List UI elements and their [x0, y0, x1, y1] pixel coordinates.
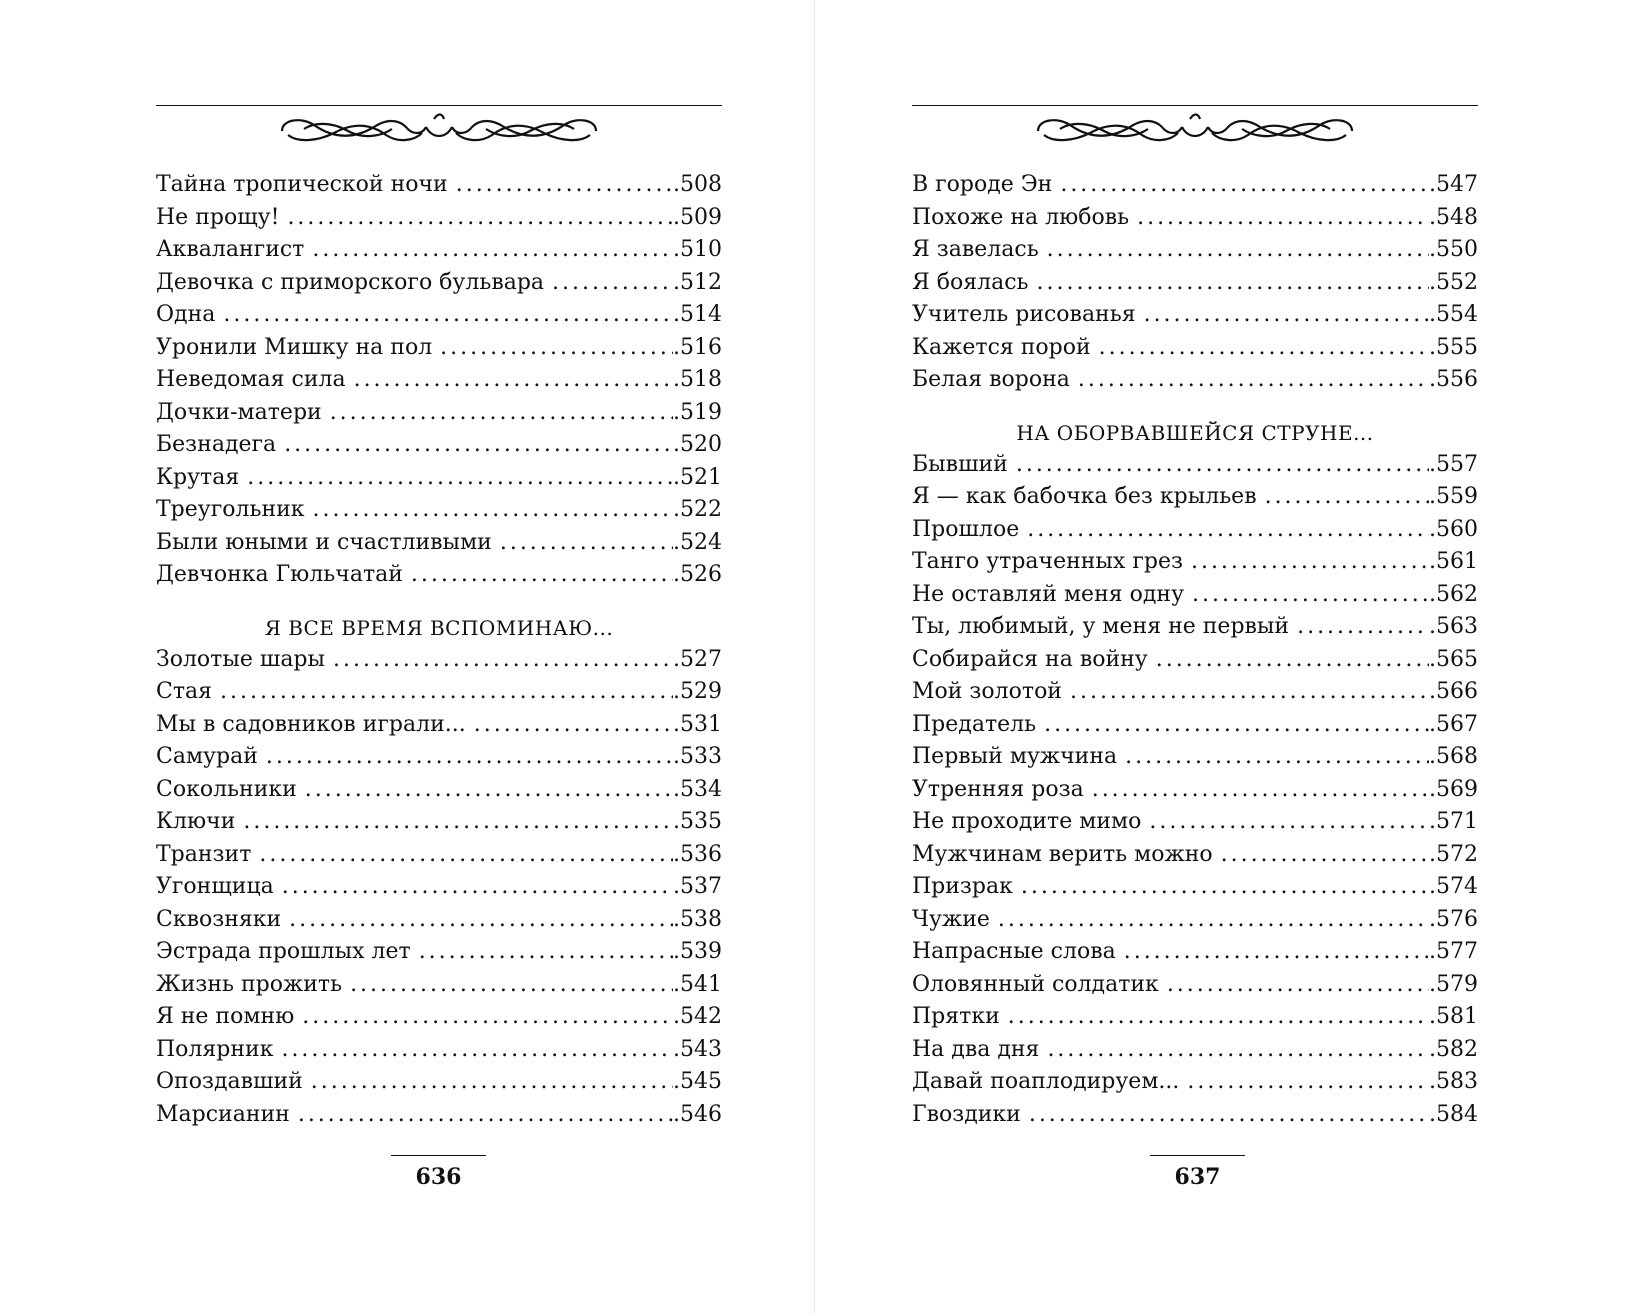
toc-entry — [156, 462, 722, 495]
toc-entry-page: .526 — [673, 562, 722, 587]
dot-leader — [313, 494, 673, 527]
toc-entry-title: Марсианин — [156, 1101, 290, 1127]
toc-entry-title: Жизнь прожить — [156, 971, 343, 997]
toc-entry — [156, 644, 722, 677]
toc-entry-page: .554 — [1429, 302, 1478, 327]
toc-entry-page: .522 — [673, 497, 722, 522]
toc-entry-title: Мужчинам верить можно — [912, 841, 1213, 867]
dot-leader — [1137, 202, 1429, 235]
toc-entry — [156, 969, 722, 1002]
dot-leader — [1156, 644, 1429, 677]
section-heading: НА ОБОРВАВШЕЙСЯ СТРУНЕ... — [1016, 420, 1374, 445]
footer-rule — [391, 1155, 486, 1156]
toc-entry-title: Самурай — [156, 744, 258, 769]
page-footer — [391, 1155, 486, 1190]
toc-entry-title: Эстрада прошлых лет — [156, 939, 411, 964]
toc-entry-title: Мы в садовников играли... — [156, 711, 466, 737]
dot-leader — [552, 267, 673, 300]
toc-entry-title: Оловянный солдатик — [912, 971, 1159, 997]
dot-leader — [1167, 969, 1429, 1002]
toc-entry-title: Призрак — [912, 874, 1013, 899]
dot-leader — [243, 806, 673, 839]
toc-entry-page: .555 — [1429, 334, 1478, 360]
toc-entry — [912, 676, 1478, 709]
toc-entry-title: Крутая — [156, 464, 240, 490]
toc-entry-title: Предатель — [912, 711, 1037, 737]
toc-entry — [912, 169, 1478, 202]
toc-entry — [912, 644, 1478, 677]
toc-entry — [156, 871, 722, 904]
toc-entry-page: .572 — [1429, 841, 1478, 867]
toc-entry-title: Одна — [156, 302, 216, 327]
toc-entry — [156, 774, 722, 807]
toc-entry-page: .521 — [673, 464, 722, 490]
toc-entry — [156, 904, 722, 937]
toc-entry — [912, 234, 1478, 267]
dot-leader — [333, 644, 673, 677]
footer-rule — [1150, 1155, 1245, 1156]
toc-entry-title: Давай поаплодируем... — [912, 1069, 1180, 1094]
toc-entry-page: .565 — [1429, 646, 1478, 672]
toc-entry-page: .584 — [1429, 1101, 1478, 1127]
toc-entry-title: Собирайся на войну — [912, 646, 1148, 672]
toc-entry-page: .576 — [1429, 906, 1478, 932]
toc-entry-page: .566 — [1429, 679, 1478, 704]
right-page — [815, 0, 1629, 1314]
toc-entry — [156, 709, 722, 742]
page-number: 637 — [1174, 1164, 1221, 1190]
toc-entry-title: Бывший — [912, 451, 1008, 477]
toc-entry-title: Сквозняки — [156, 906, 282, 932]
toc-entry-page: .547 — [1429, 172, 1478, 197]
toc-entry-page: .563 — [1429, 614, 1478, 639]
dot-leader — [456, 169, 673, 202]
toc-entry — [912, 267, 1478, 300]
toc-entry-page: .577 — [1429, 939, 1478, 964]
dot-leader — [1192, 579, 1429, 612]
toc-list — [912, 169, 1478, 397]
toc-entry-page: .541 — [673, 971, 722, 997]
toc-entry — [912, 332, 1478, 365]
toc-entry-title: Не оставляй меня одну — [912, 581, 1185, 607]
toc-entry-page: .543 — [673, 1036, 722, 1062]
toc-entry-page: .561 — [1429, 549, 1478, 574]
toc-entry-title: Транзит — [156, 841, 252, 867]
toc-entry-page: .531 — [673, 711, 722, 737]
toc-entry — [912, 1034, 1478, 1067]
dot-leader — [1265, 481, 1429, 514]
toc-entry — [156, 1099, 722, 1132]
page-footer — [1150, 1155, 1245, 1190]
toc-list — [156, 644, 722, 1132]
dot-leader — [266, 741, 673, 774]
dot-leader — [440, 332, 673, 365]
toc-entry — [156, 332, 722, 365]
toc-entry-page: .557 — [1429, 451, 1478, 477]
toc-entry-title: Я завелась — [912, 237, 1039, 262]
dot-leader — [281, 1034, 673, 1067]
toc-entry-title: Ты, любимый, у меня не первый — [912, 614, 1290, 639]
toc-entry — [156, 267, 722, 300]
toc-entry-page: .520 — [673, 432, 722, 457]
toc-entry-page: .560 — [1429, 516, 1478, 542]
dot-leader — [1191, 546, 1429, 579]
dot-leader — [298, 1099, 673, 1132]
toc-entry-title: Кажется порой — [912, 334, 1091, 360]
toc-entry-page: .552 — [1429, 269, 1478, 295]
toc-entry-page: .527 — [673, 646, 722, 672]
dot-leader — [1297, 611, 1429, 644]
dot-leader — [1070, 676, 1429, 709]
toc-entry — [912, 871, 1478, 904]
toc-entry-page: .512 — [673, 269, 722, 295]
dot-leader — [259, 839, 673, 872]
toc-entry-page: .583 — [1429, 1069, 1478, 1094]
toc-entry — [156, 527, 722, 560]
dot-leader — [1047, 234, 1429, 267]
toc-entry-page: .546 — [673, 1101, 722, 1127]
toc-entry-page: .542 — [673, 1004, 722, 1029]
toc-entry — [156, 806, 722, 839]
toc-entry — [156, 1001, 722, 1034]
toc-entry-title: Сокольники — [156, 776, 297, 802]
toc-entry-page: .516 — [673, 334, 722, 360]
dot-leader — [1016, 449, 1429, 482]
toc-entry — [912, 514, 1478, 547]
toc-entry — [156, 936, 722, 969]
toc-entry-title: Гвоздики — [912, 1101, 1021, 1127]
dot-leader — [1029, 1099, 1429, 1132]
toc-entry-title: Полярник — [156, 1036, 274, 1062]
dot-leader — [1078, 364, 1429, 397]
toc-entry-title: На два дня — [912, 1036, 1040, 1062]
toc-entry-page: .579 — [1429, 971, 1478, 997]
toc-entry-page: .538 — [673, 906, 722, 932]
left-page-content — [156, 105, 722, 1131]
dot-leader — [1099, 332, 1429, 365]
toc-entry-title: Угонщица — [156, 874, 274, 899]
flourish-ornament-icon — [1030, 109, 1360, 151]
dot-leader — [1124, 936, 1429, 969]
toc-entry — [912, 611, 1478, 644]
toc-entry-page: .569 — [1429, 776, 1478, 802]
dot-leader — [411, 559, 673, 592]
toc-entry-page: .568 — [1429, 744, 1478, 769]
toc-entry — [156, 494, 722, 527]
toc-entry — [912, 299, 1478, 332]
toc-entry — [912, 774, 1478, 807]
dot-leader — [1037, 267, 1429, 300]
toc-entry — [156, 397, 722, 430]
toc-entry — [912, 741, 1478, 774]
dot-leader — [1027, 514, 1429, 547]
toc-list — [912, 449, 1478, 1132]
dot-leader — [998, 904, 1429, 937]
toc-entry — [912, 839, 1478, 872]
toc-entry-page: .508 — [673, 172, 722, 197]
dot-leader — [354, 364, 673, 397]
toc-entry — [156, 234, 722, 267]
toc-entry-page: .559 — [1429, 484, 1478, 509]
toc-entry-title: Неведомая сила — [156, 367, 346, 392]
dot-leader — [311, 1066, 673, 1099]
toc-list — [156, 169, 722, 592]
dot-leader — [302, 1001, 673, 1034]
dot-leader — [312, 234, 673, 267]
toc-entry — [156, 429, 722, 462]
toc-entry-page: .550 — [1429, 237, 1478, 262]
toc-entry-title: Напрасные слова — [912, 939, 1116, 964]
toc-entry-title: Мой золотой — [912, 679, 1062, 704]
toc-entry — [912, 936, 1478, 969]
dot-leader — [247, 462, 673, 495]
toc-entry-title: Не проходите мимо — [912, 809, 1142, 834]
toc-entry-page: .510 — [673, 237, 722, 262]
toc-entry — [912, 1099, 1478, 1132]
right-page-content — [912, 105, 1478, 1131]
toc-entry-page: .518 — [673, 367, 722, 392]
dot-leader — [1047, 1034, 1429, 1067]
header-rule — [912, 105, 1478, 106]
toc-entry — [912, 1066, 1478, 1099]
flourish-ornament-icon — [274, 109, 604, 151]
toc-entry — [912, 709, 1478, 742]
toc-entry-title: Утренняя роза — [912, 776, 1084, 802]
toc-entry — [912, 1001, 1478, 1034]
dot-leader — [330, 397, 673, 430]
toc-entry — [156, 1034, 722, 1067]
toc-entry-title: В городе Эн — [912, 172, 1053, 197]
toc-entry — [156, 741, 722, 774]
toc-entry — [156, 202, 722, 235]
toc-entry-title: Я — как бабочка без крыльев — [912, 484, 1257, 509]
dot-leader — [282, 871, 673, 904]
toc-entry-title: Ключи — [156, 809, 236, 834]
toc-entry-title: Прошлое — [912, 516, 1020, 542]
dot-leader — [1060, 169, 1429, 202]
toc-entry-page: .556 — [1429, 367, 1478, 392]
toc-entry-page: .548 — [1429, 204, 1478, 230]
toc-entry-title: Аквалангист — [156, 237, 305, 262]
page-number: 636 — [415, 1164, 462, 1190]
toc-entry — [912, 481, 1478, 514]
toc-entry-title: Дочки-матери — [156, 399, 322, 425]
toc-entry-page: .571 — [1429, 809, 1478, 834]
toc-entry-page: .562 — [1429, 581, 1478, 607]
toc-entry — [912, 579, 1478, 612]
toc-entry-page: .581 — [1429, 1004, 1478, 1029]
dot-leader — [305, 774, 673, 807]
dot-leader — [1008, 1001, 1429, 1034]
toc-entry-title: Белая ворона — [912, 367, 1070, 392]
toc-entry — [912, 449, 1478, 482]
toc-entry-page: .574 — [1429, 874, 1478, 899]
dot-leader — [500, 527, 673, 560]
toc-entry-title: Безнадега — [156, 432, 277, 457]
dot-leader — [1125, 741, 1429, 774]
toc-entry — [912, 806, 1478, 839]
toc-entry-title: Стая — [156, 679, 212, 704]
toc-entry-page: .509 — [673, 204, 722, 230]
toc-entry-title: Похоже на любовь — [912, 204, 1130, 230]
toc-entry-page: .537 — [673, 874, 722, 899]
dot-leader — [1144, 299, 1429, 332]
toc-entry — [912, 364, 1478, 397]
dot-leader — [1187, 1066, 1429, 1099]
toc-entry — [912, 202, 1478, 235]
dot-leader — [350, 969, 673, 1002]
toc-entry-page: .582 — [1429, 1036, 1478, 1062]
dot-leader — [1021, 871, 1429, 904]
toc-entry — [156, 1066, 722, 1099]
toc-entry — [156, 559, 722, 592]
toc-entry-page: .545 — [673, 1069, 722, 1094]
toc-entry-page: .529 — [673, 679, 722, 704]
toc-entry-title: Опоздавший — [156, 1069, 303, 1094]
dot-leader — [289, 904, 673, 937]
header-rule — [156, 105, 722, 106]
toc-entry-page: .539 — [673, 939, 722, 964]
toc-entry — [912, 969, 1478, 1002]
toc-entry-title: Были юными и счастливыми — [156, 529, 492, 555]
dot-leader — [419, 936, 673, 969]
dot-leader — [223, 299, 673, 332]
toc-entry-page: .524 — [673, 529, 722, 555]
toc-entry-title: Учитель рисованья — [912, 302, 1136, 327]
dot-leader — [284, 429, 673, 462]
dot-leader — [1092, 774, 1429, 807]
toc-entry-page: .534 — [673, 776, 722, 802]
toc-entry — [912, 904, 1478, 937]
toc-entry-title: Не прощу! — [156, 204, 280, 230]
toc-entry — [156, 839, 722, 872]
dot-leader — [474, 709, 673, 742]
dot-leader — [1149, 806, 1429, 839]
dot-leader — [220, 676, 673, 709]
toc-entry-title: Уронили Мишку на пол — [156, 334, 433, 360]
toc-entry — [156, 364, 722, 397]
toc-entry-title: Прятки — [912, 1004, 1000, 1029]
toc-entry — [912, 546, 1478, 579]
toc-entry-title: Танго утраченных грез — [912, 549, 1183, 574]
toc-entry-page: .533 — [673, 744, 722, 769]
toc-entry-title: Девочка с приморского бульвара — [156, 269, 545, 295]
dot-leader — [287, 202, 673, 235]
toc-entry-title: Треугольник — [156, 497, 305, 522]
dot-leader — [1221, 839, 1429, 872]
toc-entry-page: .519 — [673, 399, 722, 425]
toc-entry — [156, 169, 722, 202]
toc-entry-page: .514 — [673, 302, 722, 327]
toc-entry-title: Чужие — [912, 906, 990, 932]
toc-entry — [156, 676, 722, 709]
toc-entry-page: .536 — [673, 841, 722, 867]
toc-entry — [156, 299, 722, 332]
toc-entry-page: .535 — [673, 809, 722, 834]
toc-entry-title: Тайна тропической ночи — [156, 172, 448, 197]
toc-entry-page: .567 — [1429, 711, 1478, 737]
left-page — [0, 0, 814, 1314]
toc-entry-title: Девчонка Гюльчатай — [156, 562, 403, 587]
toc-entry-title: Я не помню — [156, 1004, 295, 1029]
dot-leader — [1044, 709, 1429, 742]
toc-entry-title: Первый мужчина — [912, 744, 1118, 769]
toc-entry-title: Я боялась — [912, 269, 1029, 295]
section-heading: Я ВСЕ ВРЕМЯ ВСПОМИНАЮ... — [264, 615, 614, 640]
toc-entry-title: Золотые шары — [156, 646, 326, 672]
